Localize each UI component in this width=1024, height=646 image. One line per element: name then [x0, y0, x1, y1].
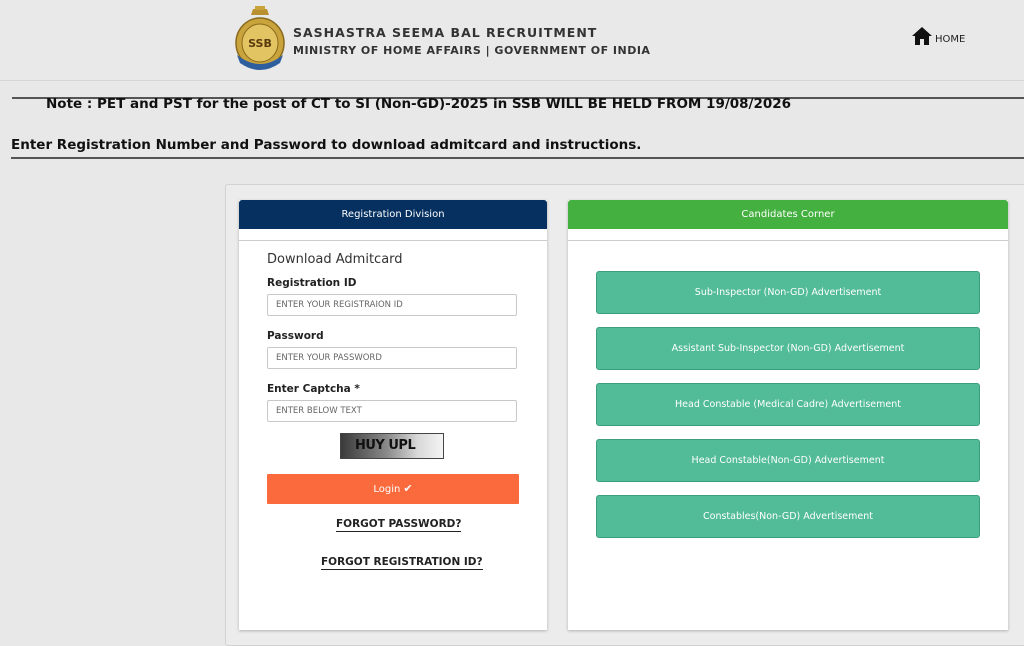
notice-text: Note : PET and PST for the post of CT to SI (Non-GD)-2025 in SSB WILL BE HELD FROM 19/08/2026	[46, 96, 792, 112]
captcha-label: Enter Captcha *	[267, 383, 360, 395]
registration-id-label: Registration ID	[267, 277, 357, 289]
login-button[interactable]	[267, 474, 519, 504]
svg-text:SSB: SSB	[248, 37, 272, 50]
candidates-header: Candidates Corner	[568, 200, 1008, 229]
login-label: Login	[373, 484, 401, 495]
registration-card	[239, 200, 547, 630]
constables-advertisement-button[interactable]: Constables(Non-GD) Advertisement	[596, 495, 980, 538]
home-link[interactable]	[911, 26, 965, 46]
candidates-card	[568, 200, 1008, 630]
org-subtitle: MINISTRY OF HOME AFFAIRS | GOVERNMENT OF INDIA	[293, 44, 651, 57]
registration-id-input[interactable]	[267, 294, 517, 316]
forgot-password-link[interactable]: FORGOT PASSWORD?	[336, 518, 462, 530]
org-title: SASHASTRA SEEMA BAL RECRUITMENT	[293, 25, 598, 40]
hc-medical-advertisement-button[interactable]: Head Constable (Medical Cadre) Advertisement	[596, 383, 980, 426]
home-icon	[911, 26, 933, 46]
hc-nongd-advertisement-button[interactable]: Head Constable(Non-GD) Advertisement	[596, 439, 980, 482]
captcha-image: HUY UPL	[340, 433, 444, 459]
checkmark-icon: ✔	[403, 482, 413, 495]
asi-advertisement-button[interactable]: Assistant Sub-Inspector (Non-GD) Advertisement	[596, 327, 980, 370]
password-label: Password	[267, 330, 324, 342]
site-header	[0, 0, 1024, 81]
form-title: Download Admitcard	[267, 252, 403, 267]
forgot-registration-id-link[interactable]: FORGOT REGISTRATION ID?	[321, 556, 483, 568]
instructions-text: Enter Registration Number and Password to download admitcard and instructions.	[11, 137, 642, 153]
home-label: HOME	[935, 34, 966, 45]
ssb-emblem-logo	[233, 5, 287, 75]
instructions-divider	[11, 157, 1024, 159]
password-input[interactable]	[267, 347, 517, 369]
card-divider	[239, 240, 547, 241]
registration-header: Registration Division	[239, 200, 547, 229]
si-advertisement-button[interactable]: Sub-Inspector (Non-GD) Advertisement	[596, 271, 980, 314]
card-divider	[568, 240, 1008, 241]
captcha-input[interactable]	[267, 400, 517, 422]
